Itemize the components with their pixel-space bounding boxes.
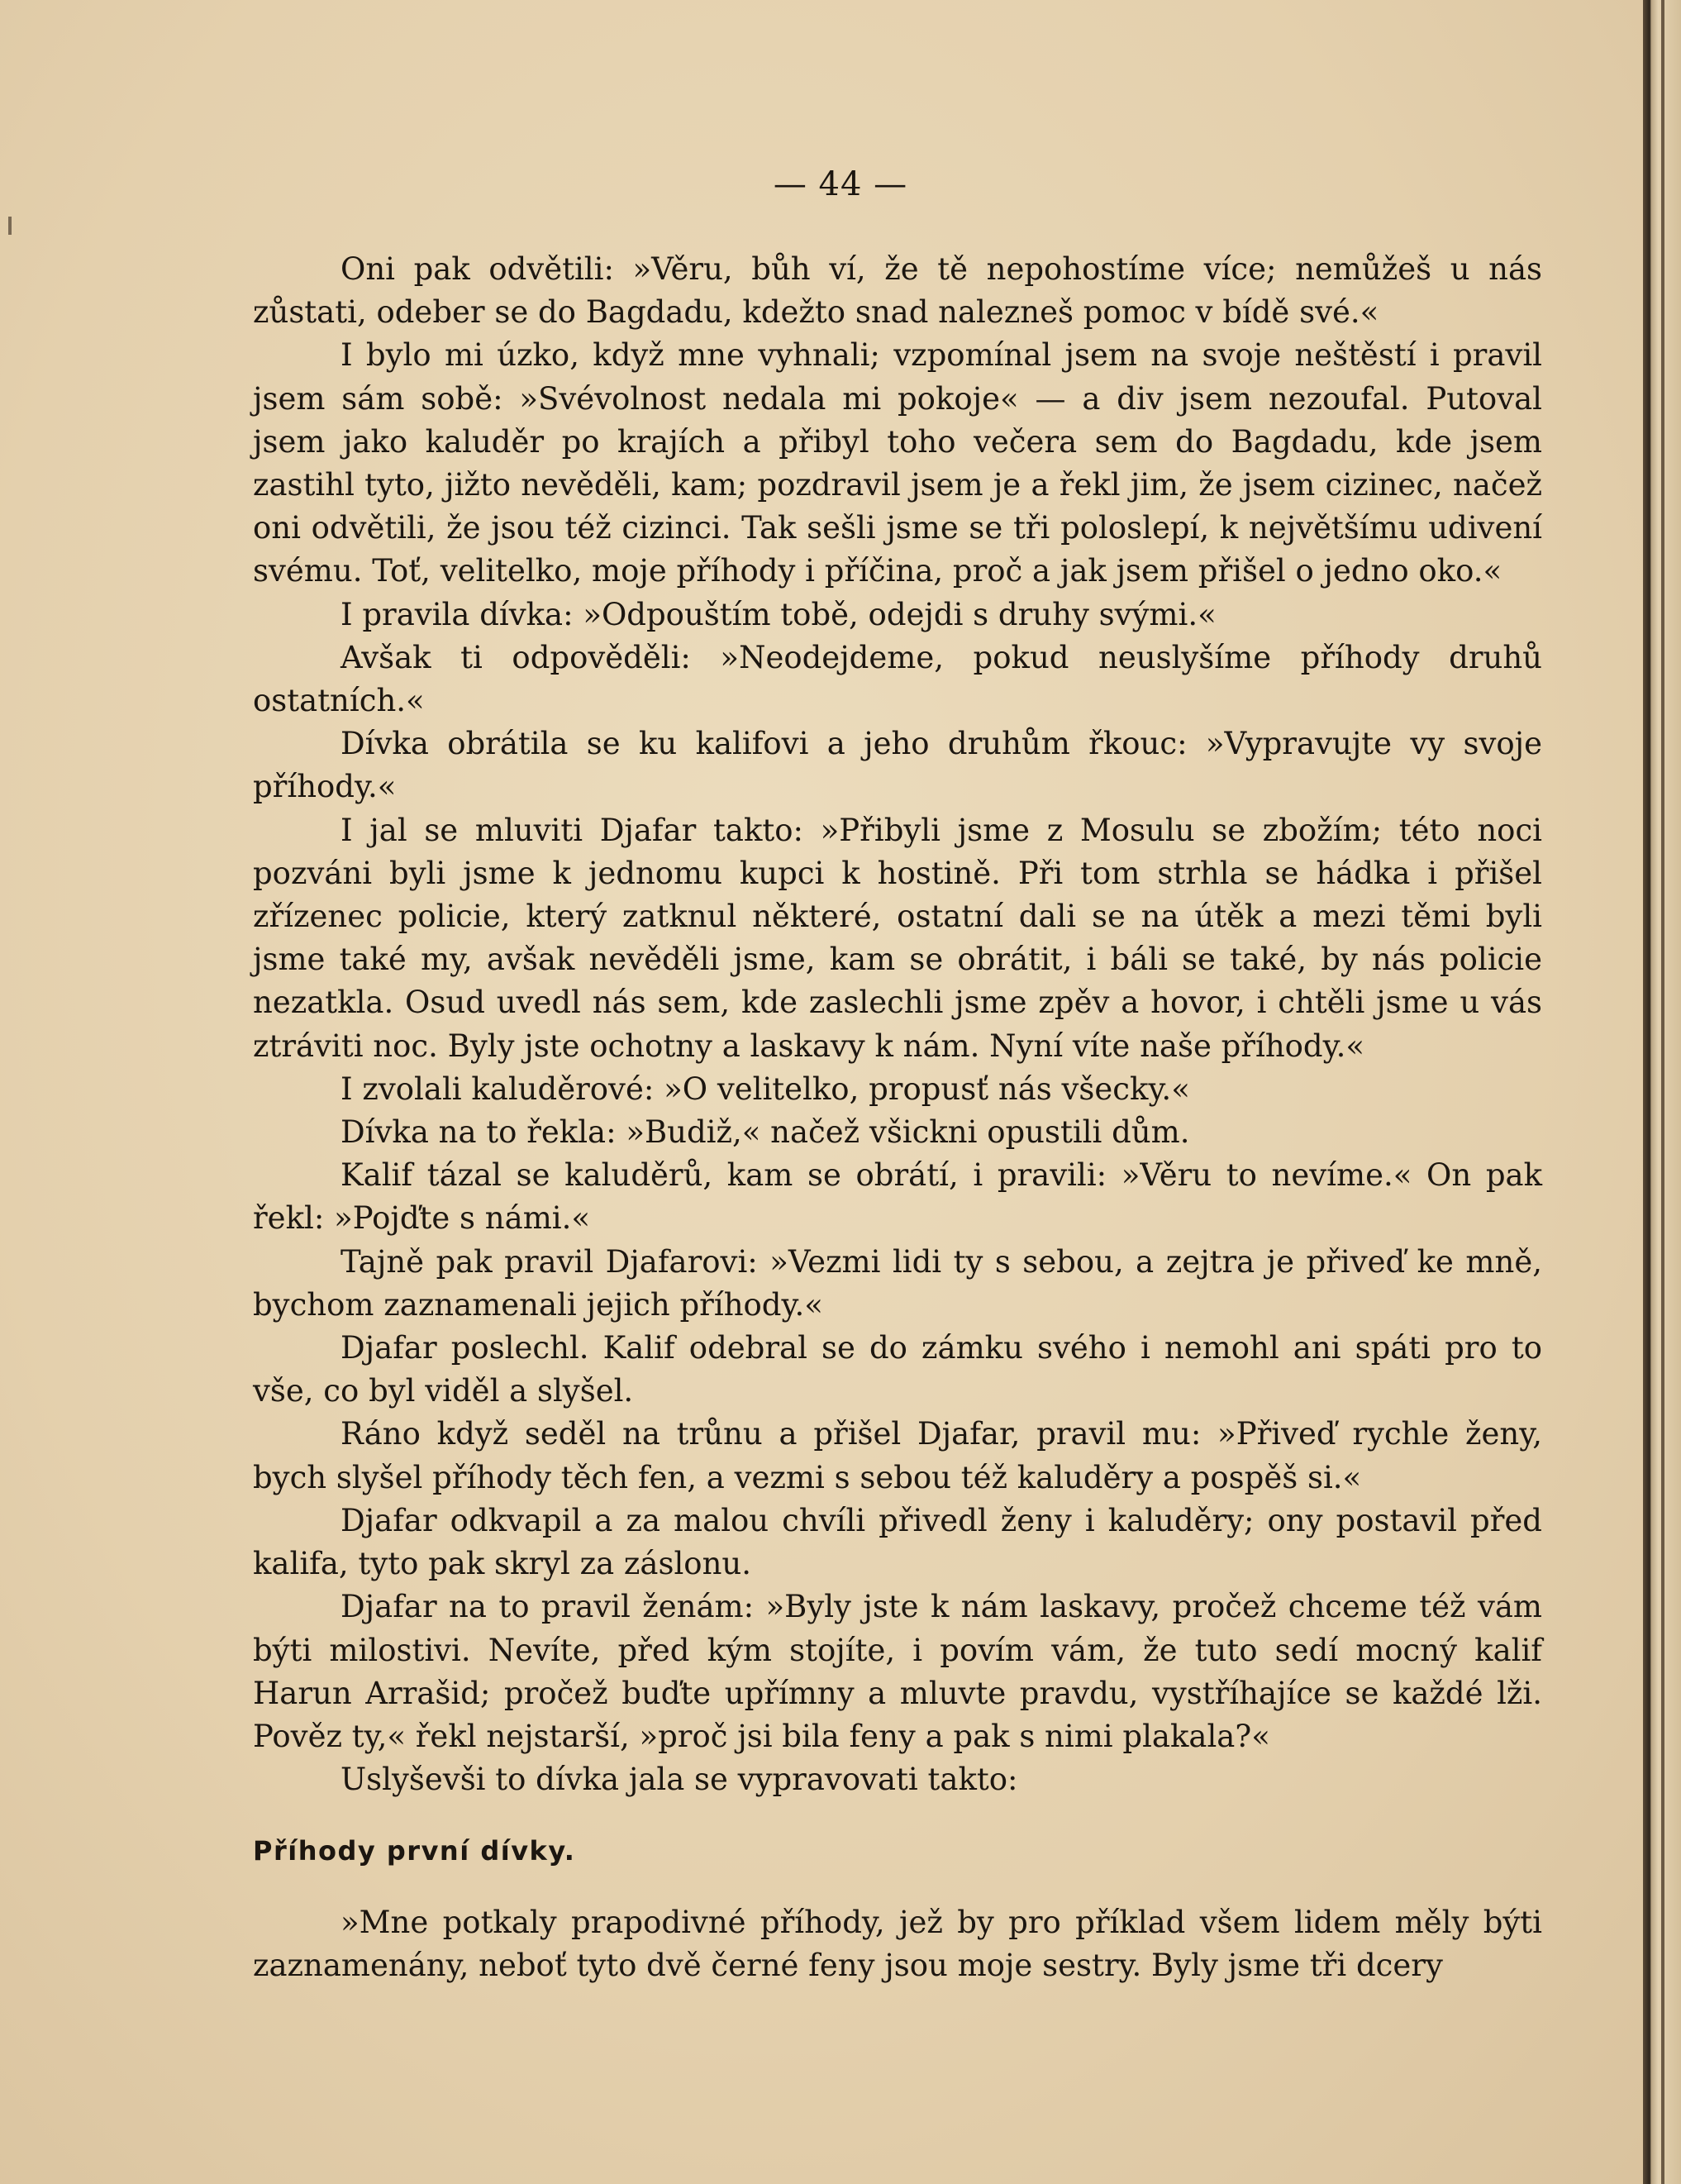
paragraph: »Mne potkaly prapodivné příhody, jež by pro příklad všem lidem měly býti zaznamenány, neboť tyto dvě černé feny jsou moje sestry. Byly jsme tři dcery	[253, 1904, 1542, 1983]
paragraph: Djafar na to pravil ženám: »Byly jste k nám laskavy, pročež chceme též vám býti milostivi. Nevíte, před kým stojíte, i povím vám, že tuto sedí mocný kalif Harun Arrašid; pročež buďte upřímny a mluvte pravdu, vystříhajíce se každé lži. Pověz ty,« řekl nejstarší, »proč jsi bila feny a pak s nimi plakala?«	[253, 1589, 1542, 1754]
page-edge-line	[1661, 0, 1664, 2184]
paragraph: Dívka obrátila se ku kalifovi a jeho druhům řkouc: »Vypravujte vy svoje příhody.«	[253, 726, 1542, 805]
paragraph: Dívka na to řekla: »Budiž,« načež všickni opustili dům.	[340, 1114, 1190, 1151]
paragraph: I pravila dívka: »Odpouštím tobě, odejdi s druhy svými.«	[340, 596, 1217, 632]
paragraph: Djafar poslechl. Kalif odebral se do zámku svého i nemohl ani spáti pro to vše, co byl viděl a slyšel.	[253, 1330, 1542, 1409]
paragraph: Kalif tázal se kaluděrů, kam se obrátí, i pravili: »Věru to nevíme.« On pak řekl: »Pojďte s námi.«	[253, 1157, 1542, 1237]
paragraph: I bylo mi úzko, když mne vyhnali; vzpomínal jsem na svoje neštěstí i pravil jsem sám sobě: »Svévolnost nedala mi pokoje« — a div jsem nezoufal. Putoval jsem jako kaluděr po krajích a přibyl toho večera sem do Bagdadu, kde jsem zastihl tyto, jižto nevěděli, kam; pozdravil jsem je a řekl jim, že jsem cizinec, načež oni odvětili, že jsou též cizinci. Tak sešli jsme se tři poloslepí, k největšímu udivení svému. Toť, velitelko, moje příhody i příčina, proč a jak jsem přišel o jedno oko.«	[253, 337, 1542, 589]
paragraph: Ráno když seděl na trůnu a přišel Djafar, pravil mu: »Přiveď rychle ženy, bych slyšel příhody těch fen, a vezmi s sebou též kaluděry a pospěš si.«	[253, 1416, 1542, 1495]
paragraph: Avšak ti odpověděli: »Neodejdeme, pokud neuslyšíme příhody druhů ostatních.«	[253, 639, 1542, 719]
section-heading: Příhody první dívky.	[253, 1835, 576, 1867]
paragraph: Djafar odkvapil a za malou chvíli přivedl ženy i kaluděry; ony postavil před kalifa, tyto pak skryl za záslonu.	[253, 1502, 1542, 1582]
paragraph: I zvolali kaluděrové: »O velitelko, propusť nás všecky.«	[340, 1071, 1190, 1107]
page-number: — 44 —	[773, 165, 908, 203]
paragraph: I jal se mluviti Djafar takto: »Přibyli jsme z Mosulu se zbožím; této noci pozváni byli jsme k jednomu kupci k hostině. Při tom strhla se hádka i přišel zřízenec policie, který zatknul některé, ostatní dali se na útěk a mezi těmi byli jsme také my, avšak nevěděli jsme, kam se obrátit, i báli se také, by nás policie nezatkla. Osud uvedl nás sem, kde zaslechli jsme zpěv a hovor, i chtěli jsme u vás ztráviti noc. Byly jste ochotny a laskavy k nám. Nyní víte naše příhody.«	[253, 812, 1542, 1064]
paragraph: Oni pak odvětili: »Věru, bůh ví, že tě nepohostíme více; nemůžeš u nás zůstati, odeber se do Bagdadu, kdežto snad nalezneš pomoc v bídě své.«	[253, 251, 1542, 331]
body-text	[253, 248, 1542, 1987]
page-margin-mark	[8, 217, 12, 235]
paragraph: Uslyševši to dívka jala se vypravovati takto:	[340, 1762, 1018, 1798]
paragraph: Tajně pak pravil Djafarovi: »Vezmi lidi ty s sebou, a zejtra je přiveď ke mně, bychom zaznamenali jejich příhody.«	[253, 1243, 1542, 1323]
